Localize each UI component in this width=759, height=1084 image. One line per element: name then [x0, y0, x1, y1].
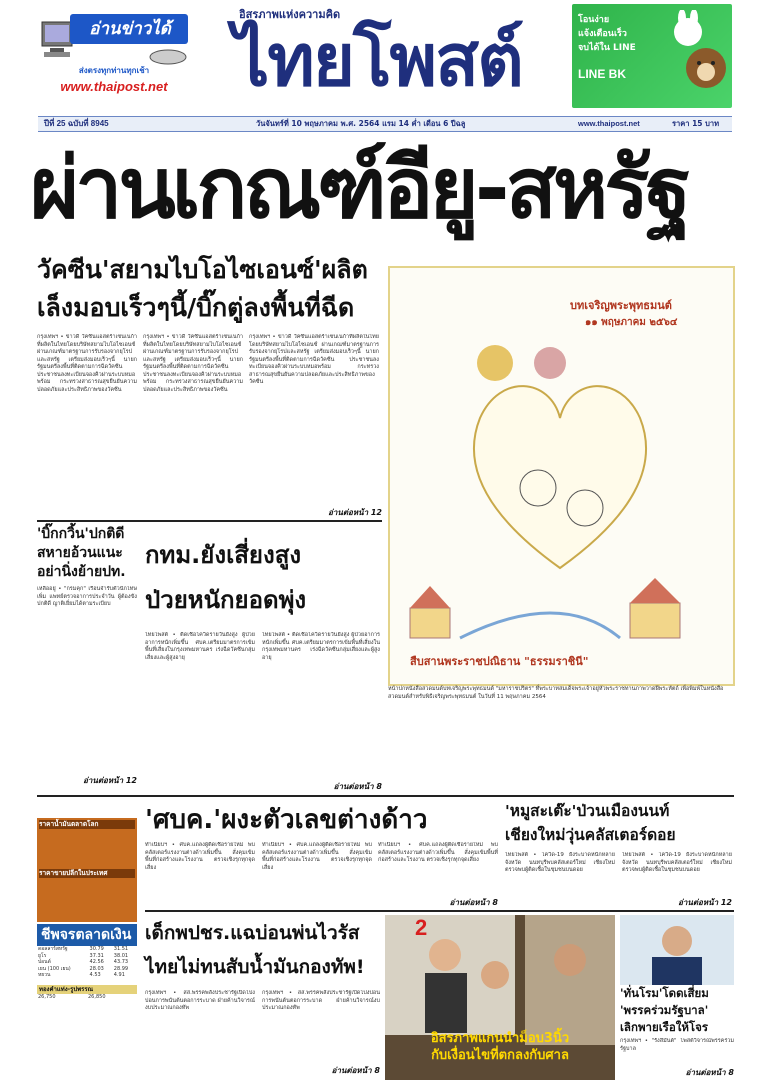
- rside-headline-1[interactable]: 'หมูสะเต๊ะ'ป่วนเมืองนนท์: [505, 802, 670, 820]
- main-body-col3: กรุงเทพฯ • ข่าวดี วัคซีนแอสตร้าเซนเนก้าที่ผลิตในไทยโดยบริษัทสยามไบโอไซเอนซ์ ผ่านเกณฑ์มาตรฐานการรับรองจากยุโรปและสหรัฐ เตรียมส่งมอบเร็วๆนี้ นายกรัฐมนตรีลงพื้นที่ติดตามการฉีดวัคซีน ประชาชนลงทะเบียนจองคิวผ่านระบบหมอพร้อม กระทรวงสาธารณสุขยืนยันความปลอดภัยและประสิทธิภาพของวัคซีน: [249, 334, 379, 385]
- bear-mascot-icon: [668, 10, 728, 102]
- masthead-title: ไทยโพสต์: [233, 18, 522, 102]
- politician-photo-art: [620, 915, 734, 985]
- side-continued[interactable]: อ่านต่อหน้า 12: [83, 776, 137, 785]
- divider-1: [37, 520, 382, 522]
- market-ticker: [37, 818, 137, 1080]
- main-body-col1: กรุงเทพฯ • ข่าวดี วัคซีนแอสตร้าเซนเนก้าที่ผลิตในไทยโดยบริษัทสยามไบโอไซเอนซ์ ผ่านเกณฑ์มาตรฐานการรับรองจากยุโรปและสหรัฐ เตรียมส่งมอบเร็วๆนี้ นายกรัฐมนตรีลงพื้นที่ติดตามการฉีดวัคซีน ประชาชนลงทะเบียนจองคิวผ่านระบบหมอพร้อม กระทรวงสาธารณสุขยืนยันความปลอดภัยและประสิทธิภาพของวัคซีน: [37, 334, 137, 393]
- side-body: เหลืออยู่ • "กรมคุก" เรือนจำรับตัวนักโทษเพิ่ม แพทย์ตรวจอาการประจำวัน ผู้ต้องขังปกติดี ญาติเยี่ยมได้ตามระเบียบ: [37, 586, 137, 607]
- side-story[interactable]: [37, 525, 137, 805]
- main-body-col2: กรุงเทพฯ • ข่าวดี วัคซีนแอสตร้าเซนเนก้าที่ผลิตในไทยโดยบริษัทสยามไบโอไซเอนซ์ ผ่านเกณฑ์มาตรฐานการรับรองจากยุโรปและสหรัฐ เตรียมส่งมอบเร็วๆนี้ นายกรัฐมนตรีลงพื้นที่ติดตามการฉีดวัคซีน ประชาชนลงทะเบียนจองคิวผ่านระบบหมอพร้อม กระทรวงสาธารณสุขยืนยันความปลอดภัยและประสิทธิภาพของวัคซีน: [143, 334, 243, 393]
- currency-table: [37, 946, 137, 979]
- masthead-promo[interactable]: [40, 8, 190, 103]
- photo-bottom-text: สืบสานพระราชปณิธาน "ธรรมราชินี": [410, 655, 589, 668]
- mid-body-col1: ไทยโพสต์ • ติดเชื้อโควิดรายวันยังสูง ผู้ป่วยอาการหนักเพิ่มขึ้น ศบค.เตรียมมาตรการเข้มพื้นที่เสี่ยงในกรุงเทพมหานคร เร่งฉีดวัคซีนกลุ่มเสี่ยงและผู้สูงอายุ: [145, 632, 255, 661]
- masthead-slogan: อิสรภาพแห่งความคิด: [239, 8, 341, 21]
- oil-title: ราคาน้ำมันตลาดโลก: [39, 820, 135, 829]
- rside-body-col1: ไทยโพสต์ • โควิด-19 ยังระบาดหนักหลายจังหวัด นนทบุรีพบคลัสเตอร์ใหม่ เชียงใหม่ตรวจพบผู้ติดเชื้อในชุมชนบนดอย: [505, 852, 615, 873]
- issue-date: วันจันทร์ที่ 10 พฤษภาคม พ.ศ. 2564 แรม 14 ค่ำ เดือน 6 ปีฉลู: [256, 119, 466, 128]
- sec2-body-col1: ทำเนียบฯ • ศบค.แถลงผู้ติดเชื้อรายใหม่ พบคลัสเตอร์แรงงานต่างด้าวเพิ่มขึ้น สั่งคุมเข้มพื้นที่ก่อสร้างและโรงงาน ตรวจเชิงรุกทุกจุดเสี่ยง: [145, 842, 255, 871]
- ad-brand: LINE BK: [578, 67, 626, 81]
- photo-caption: หน้าปกหนังสือสวดมนต์บทเจริญพระพุทธมนต์ "มหาราชปริตร" ที่พระบาทสมเด็จพระเจ้าอยู่หัวพระราชทานภาพวาดฝีพระหัตถ์ เพื่อพิมพ์ในหนังสือสวดมนต์สำหรับพิธีเจริญพระพุทธมนต์ ในวันที่ 11 พฤษภาคม 2564: [388, 686, 724, 700]
- table-row: ยูโร 37.31 38.01: [38, 952, 129, 959]
- table-row: ดอลลาร์สหรัฐ 30.79 31.51: [38, 946, 129, 952]
- rbottom-headline-1[interactable]: 'ทั่นโรม'โดดเสี่ยม: [620, 986, 709, 1000]
- table-row: 26,750 26,850: [38, 993, 106, 1000]
- issue-strip: [38, 116, 732, 132]
- sec2-body-col2: ทำเนียบฯ • ศบค.แถลงผู้ติดเชื้อรายใหม่ พบคลัสเตอร์แรงงานต่างด้าวเพิ่มขึ้น สั่งคุมเข้มพื้นที่ก่อสร้างและโรงงาน ตรวจเชิงรุกทุกจุดเสี่ยง: [262, 842, 372, 871]
- divider-3: [145, 910, 734, 912]
- photo-number: 2: [415, 915, 428, 940]
- fuel-title: ราคาขายปลีกในประเทศ: [39, 869, 135, 878]
- ad-line2: แจ้งเตือนเร็ว: [578, 29, 627, 39]
- table-row: เยน (100 เยน) 28.03 28.99: [38, 965, 129, 972]
- ad-line1: โอนง่าย: [578, 15, 610, 25]
- table-row: ปอนด์ 42.56 43.73: [38, 959, 129, 966]
- mid-headline-1[interactable]: กทม.ยังเสี่ยงสูง: [145, 541, 302, 569]
- main-headline[interactable]: ผ่านเกณฑ์อียู-สหรัฐ: [30, 139, 688, 237]
- rside-body-col2: ไทยโพสต์ • โควิด-19 ยังระบาดหนักหลายจังหวัด นนทบุรีพบคลัสเตอร์ใหม่ เชียงใหม่ตรวจพบผู้ติดเชื้อในชุมชนบนดอย: [622, 852, 732, 873]
- sec2-continued[interactable]: อ่านต่อหน้า 8: [449, 898, 498, 907]
- rbottom-continued[interactable]: อ่านต่อหน้า 8: [685, 1068, 734, 1077]
- promo-sub: ส่งตรงทุกท่านทุกเช้า: [78, 66, 150, 75]
- protest-photo-caption: [385, 1030, 615, 1078]
- main-subhead-2[interactable]: เล็งมอบเร็วๆนี้/บิ๊กตู่ลงพื้นที่ฉีด: [37, 293, 355, 322]
- sec2-headline[interactable]: 'ศบค.'ผงะตัวเลขต่างด้าว: [145, 805, 428, 835]
- rbottom-headline-2[interactable]: 'พรรคร่วมรัฐบาล': [620, 1003, 709, 1017]
- rside-continued[interactable]: อ่านต่อหน้า 12: [678, 898, 732, 907]
- bottom-body-col1: กรุงเทพฯ • สส.พรรคพลังประชารัฐเปิดโปงบ่อนการพนันต้นตอการระบาด ฝ่ายค้านวิจารณ์งบประมาณกองทัพ: [145, 990, 255, 1011]
- main-continued[interactable]: อ่านต่อหน้า 12: [328, 508, 382, 517]
- issue-price: ราคา 15 บาท: [672, 119, 720, 128]
- gold-table: [37, 994, 137, 1001]
- main-subhead-1[interactable]: วัคซีน'สยามไบโอไซเอนซ์'ผลิต: [37, 255, 368, 284]
- side-headline[interactable]: 'บิ๊กกวิ้น'ปกติดี สหายอ้วนแนะ อย่านิ่งย้ายปท.: [37, 526, 126, 580]
- rbottom-headline-3[interactable]: เลิกพายเรือให้โจร: [620, 1020, 709, 1034]
- promo-website[interactable]: www.thaipost.net: [60, 79, 168, 94]
- ad-line3: จบได้ใน LINE: [578, 43, 636, 53]
- rside-headline-2[interactable]: เชียงใหม่วุ่นคลัสเตอร์ดอย: [505, 826, 676, 844]
- line-bk-ad[interactable]: [572, 4, 732, 108]
- table-row: หยวน 4.53 4.91: [38, 972, 125, 979]
- promo-title: อ่านข่าวได้: [89, 19, 171, 38]
- heart-drawing-icon: [450, 338, 670, 588]
- sec2-body-col3: ทำเนียบฯ • ศบค.แถลงผู้ติดเชื้อรายใหม่ พบคลัสเตอร์แรงงานต่างด้าวเพิ่มขึ้น สั่งคุมเข้มพื้นที่ก่อสร้างและโรงงาน ตรวจเชิงรุกทุกจุดเสี่ยง: [378, 842, 498, 863]
- politician-photo: [620, 915, 734, 985]
- photo-caption-line1: อิสรภาพแกนนำม็อบ3นิ้ว: [430, 1031, 570, 1046]
- mid-headline-2[interactable]: ป่วยหนักยอดพุ่ง: [145, 586, 307, 614]
- rbottom-body: กรุงเทพฯ • "รังสิมันต์" โพสต์วิจารณ์พรรคร่วมรัฐบาล: [620, 1038, 734, 1052]
- bottom-headline-1[interactable]: เด็กพปชร.แฉบ่อนพ่นไวรัส: [145, 922, 360, 944]
- divider-2: [37, 795, 734, 797]
- mouse-icon: [148, 48, 188, 66]
- photo-date: ๑๑ พฤษภาคม ๒๕๖๔: [585, 317, 678, 328]
- strip-website[interactable]: www.thaipost.net: [578, 119, 640, 128]
- photo-title: บทเจริญพระพุทธมนต์: [570, 299, 672, 312]
- temple-drawing-icon: [400, 568, 720, 648]
- bottom-headline-2[interactable]: ไทยไม่ทนสับน้ำมันกองทัพ!: [145, 956, 365, 978]
- royal-drawing-photo: [388, 266, 735, 686]
- promo-banner: [70, 14, 188, 44]
- bottom-body-col2: กรุงเทพฯ • สส.พรรคพลังประชารัฐเปิดโปงบ่อนการพนันต้นตอการระบาด ฝ่ายค้านวิจารณ์งบประมาณกองทัพ: [262, 990, 380, 1011]
- masthead-logo: [195, 2, 560, 112]
- gold-title: ทองคำแท่ง-รูปพรรณ: [37, 985, 137, 994]
- issue-number: ปีที่ 25 ฉบับที่ 8945: [44, 119, 109, 128]
- mid-body-col2: ไทยโพสต์ • ติดเชื้อโควิดรายวันยังสูง ผู้ป่วยอาการหนักเพิ่มขึ้น ศบค.เตรียมมาตรการเข้มพื้นที่เสี่ยงในกรุงเทพมหานคร เร่งฉีดวัคซีนกลุ่มเสี่ยงและผู้สูงอายุ: [262, 632, 380, 661]
- photo-caption-line2: กับเงื่อนไขที่ตกลงกับศาล: [431, 1048, 569, 1063]
- bottom-continued[interactable]: อ่านต่อหน้า 8: [331, 1066, 380, 1075]
- mid-continued[interactable]: อ่านต่อหน้า 8: [333, 782, 382, 791]
- market-title: ชีพจรตลาดเงิน: [37, 924, 137, 946]
